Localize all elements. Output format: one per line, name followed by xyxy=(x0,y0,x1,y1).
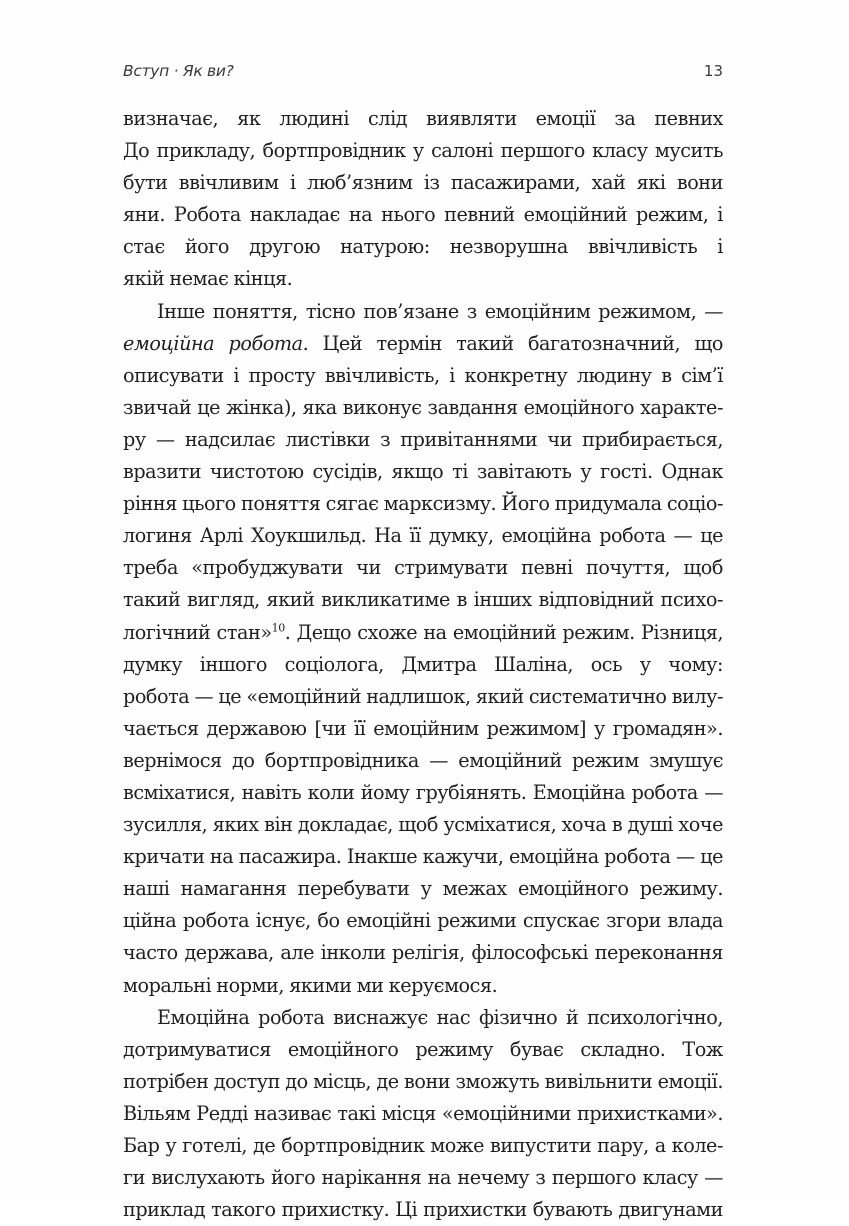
text-line xyxy=(123,167,723,199)
line-text: логиня Арлі Хоукшильд. На її думку, емоційна робота — це xyxy=(123,524,723,548)
text-line xyxy=(123,777,723,809)
text-line xyxy=(123,135,723,167)
text-line xyxy=(123,745,723,777)
line-text: стає його другою натурою: незворушна ввічливість і xyxy=(123,235,723,259)
line-text: потрібен доступ до місць, де вони зможуть вивільнити емоції. xyxy=(123,1069,723,1093)
text-line xyxy=(123,360,723,392)
text-line xyxy=(123,873,723,905)
text-line xyxy=(123,713,723,745)
text-line xyxy=(123,1130,723,1162)
paragraph xyxy=(123,1002,723,1226)
text-line xyxy=(123,456,723,488)
text-line xyxy=(123,231,723,263)
line-text: такий вигляд, який викликатиме в інших відповідний психо- xyxy=(123,588,723,612)
text-line xyxy=(123,1162,723,1194)
text-line xyxy=(123,1002,723,1034)
line-text: часто держава, але інколи релігія, філософські переконання xyxy=(123,941,723,965)
line-text: думку іншого соціолога, Дмитра Шаліна, ось у чому: xyxy=(123,652,723,676)
text-line xyxy=(123,1194,723,1226)
text-line xyxy=(123,905,723,937)
line-text: До прикладу, бортпровідник у салоні першого класу мусить xyxy=(123,139,723,163)
line-text: звичай це жінка), яка виконує завдання емоційного характе- xyxy=(123,395,723,419)
text-line xyxy=(123,328,723,360)
text-line xyxy=(123,520,723,552)
line-text: бути ввічливим і люб’язним із пасажирами, хай які вони xyxy=(123,171,723,195)
line-text: Бар у готелі, де бортпровідник може випустити пару, а коле- xyxy=(123,1134,723,1157)
line-text: чається державою [чи її емоційним режимом] у громадян». xyxy=(123,716,723,740)
line-text: яни. Робота накладає на нього певний емоційний режим, і xyxy=(123,203,723,227)
text-line xyxy=(123,1034,723,1066)
text-line xyxy=(123,424,723,456)
text-line xyxy=(123,584,723,616)
text-line xyxy=(123,392,723,424)
text-line xyxy=(123,970,723,1002)
line-text: Вільям Редді називає такі місця «емоційними прихистками». xyxy=(123,1101,723,1125)
line-text: дотримуватися емоційного режиму буває складно. Тож xyxy=(123,1037,723,1061)
line-text: всміхатися, навіть коли йому грубіянять. Емоційна робота — xyxy=(123,780,723,804)
line-text: моральні норми, якими ми керуємося. xyxy=(123,973,498,997)
line-text: Емоційна робота виснажує нас фізично й психологічно, xyxy=(157,1005,723,1029)
line-text: . Цей термін такий багатозначний, що xyxy=(302,331,723,355)
text-line xyxy=(123,296,723,328)
line-text: ріння цього поняття сягає марксизму. Його придумала соціо- xyxy=(123,492,723,516)
line-text: визначає, як людині слід виявляти емоції за певних xyxy=(123,107,723,130)
page-number: 13 xyxy=(703,62,723,80)
line-text: ги вислухають його нарікання на нечему з першого класу — xyxy=(123,1166,723,1190)
line-text: вразити чистотою сусідів, якщо ті завітають у гості. Однак xyxy=(123,460,723,484)
line-text: якій немає кінця. xyxy=(123,267,293,291)
line-text: зусилля, яких він докладає, щоб усміхатися, хоча в душі хоче xyxy=(123,813,723,837)
text-line xyxy=(123,809,723,841)
text-line xyxy=(123,199,723,231)
text-line xyxy=(123,552,723,584)
text-line xyxy=(123,263,723,295)
line-text: треба «пробуджувати чи стримувати певні почуття, щоб xyxy=(123,556,723,580)
body-text xyxy=(123,103,723,1226)
text-line xyxy=(123,1098,723,1130)
running-head-title: Вступ · Як ви? xyxy=(123,62,234,80)
line-text: Інше поняття, тісно пов’язане з емоційним режимом, — xyxy=(157,299,723,323)
line-text: приклад такого прихистку. Ці прихистки бувають двигунами xyxy=(123,1198,723,1222)
text-line xyxy=(123,841,723,873)
line-text: кричати на пасажира. Інакше кажучи, емоційна робота — це xyxy=(123,845,723,869)
text-line xyxy=(123,488,723,520)
line-text: логічний стан» xyxy=(123,620,272,644)
paragraph xyxy=(123,296,723,1002)
line-text: . Дещо схоже на емоційний режим. Різниця, xyxy=(284,620,723,644)
text-line xyxy=(123,617,723,649)
line-text: наші намагання перебувати у межах емоційного режиму. xyxy=(123,877,723,901)
running-head xyxy=(123,62,723,86)
line-text: робота — це «емоційний надлишок, який систематично вилу- xyxy=(123,684,723,708)
line-text: описувати і просту ввічливість, і конкретну людину в сім’ї xyxy=(123,363,723,387)
italic-term: емоційна робота xyxy=(123,331,303,355)
text-line xyxy=(123,681,723,713)
line-text: ційна робота існує, бо емоційні режими спускає згори влада xyxy=(123,909,723,933)
line-text: вернімося до бортпровідника — емоційний режим змушує xyxy=(123,748,723,772)
text-line xyxy=(123,937,723,969)
text-line xyxy=(123,1066,723,1098)
footnote-marker[interactable]: 10 xyxy=(271,621,285,635)
line-text: ру — надсилає листівки з привітаннями чи прибирається, xyxy=(123,427,723,451)
text-line xyxy=(123,649,723,681)
paragraph xyxy=(123,103,723,296)
text-line xyxy=(123,103,723,135)
